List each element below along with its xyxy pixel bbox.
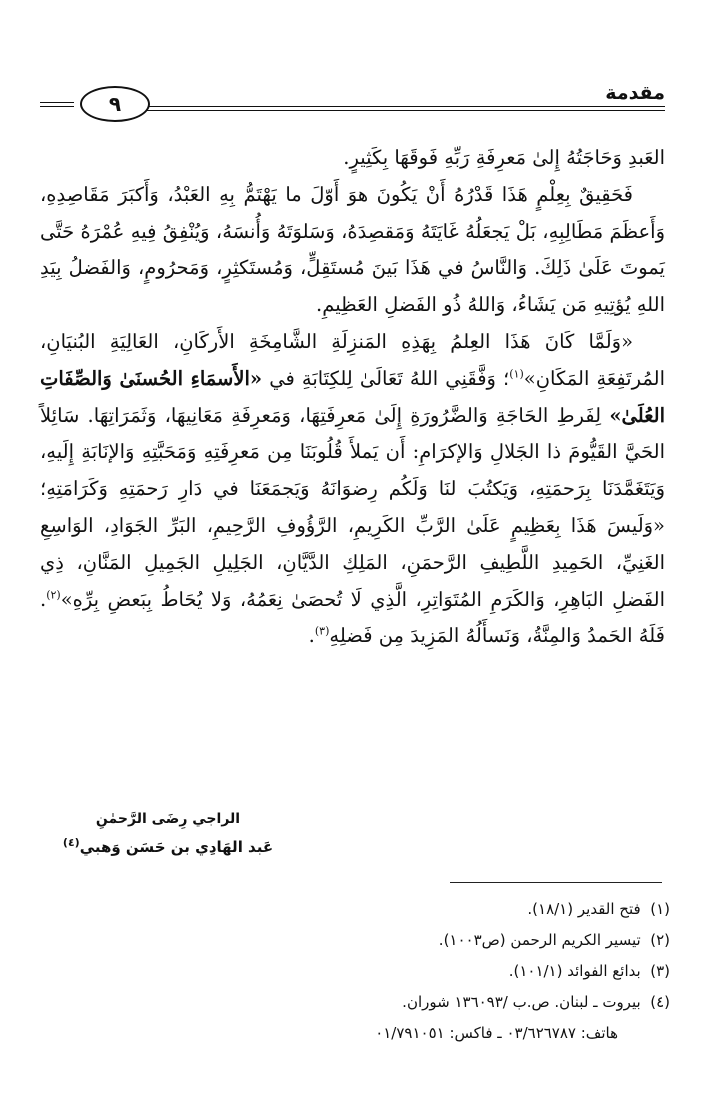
header-rule-left (40, 102, 74, 107)
book-title: «الأَسمَاءِ الحُسنَىٰ وَالصِّفَاتِ العُلَىٰ» (40, 366, 665, 427)
text-segment: . (308, 624, 315, 648)
signature-name-line (48, 832, 288, 862)
page-number-badge (80, 86, 150, 122)
paragraph-2: فَحَقِيقٌ بِعِلْمٍ هَذَا قَدْرُهُ أَنْ يَكُونَ هوَ أَوّلَ ما يَهْتَمُّ بِهِ العَبْدُ، وَأَكبَرَ مَقَاصِدِهِ، وَأَعظَمَ مَطَالِبِهِ، بَلْ يَجعَلُهُ غَايَتَهُ وَمَقصِدَهُ، وَسَلوَتَهُ وَأُنسَهُ، وَيُنْفِقُ فِيهِ عُمْرَهُ حَتَّى يَموتَ عَلَىٰ ذَلِكَ. وَالنَّاسُ في هَذَا بَينَ مُستَقِلٍّ، وَمُستَكثِرٍ، وَمَحرُومٍ، وَالفَضلُ بِيَدِ اللهِ يُؤتِيهِ مَن يَشَاءُ، وَاللهُ ذُو الفَضلِ العَظِيمِ. (40, 182, 665, 317)
footnote-text: فتح القدير (١٨/١). (527, 900, 641, 918)
footnote-text: بدائع الفوائد (١٠١/١). (508, 962, 641, 980)
footnote-text: بيروت ـ لبنان. ص.ب /١٣٦٠٩٣ شوران. (402, 993, 641, 1011)
page-number: ٩ (108, 92, 122, 116)
footnote-item (200, 925, 670, 956)
footnote-ref-2: (٢) (46, 588, 61, 602)
main-text (40, 140, 665, 655)
footnote-ref-4: (٤) (62, 836, 80, 849)
author-signature (48, 806, 288, 862)
header-rule (140, 106, 665, 111)
text-segment: . فَلَهُ الحَمدُ وَالمِنَّةُ، وَنَسأَلُهُ المَزِيدَ مِن فَضلِهِ (40, 587, 665, 648)
footnote-number: (١) (650, 900, 670, 918)
paragraph-1: العَبدِ وَحَاجَتُهُ إِلىٰ مَعرِفَةِ رَبِّهِ فَوقَهَا بِكَثِيرٍ. (343, 146, 665, 169)
footnote-separator (450, 882, 662, 883)
page-header (40, 80, 665, 120)
footnote-ref-3: (٣) (314, 624, 330, 638)
footnote-number: (٢) (650, 931, 670, 949)
footnote-number: (٤) (650, 993, 670, 1011)
footnote-text: تيسير الكريم الرحمن (ص١٠٠٣). (438, 931, 641, 949)
footnote-item (200, 987, 670, 1018)
footnote-ref-1: (١) (509, 367, 524, 381)
chapter-title: مقدمة (605, 82, 665, 104)
text-segment: لِفَرطِ الحَاجَةِ وَالضَّرُورَةِ إِلَىٰ مَعرِفَتِهَا، وَمَعرِفَةِ مَعَانِيهَا، وَثَمَرَاتِهَا. سَائِلاً الحَيَّ القَيُّومَ ذا الجَلالِ وَالإكرَامِ: أَن يَملأَ قُلُوبَنَا مِن مَعرِفَتِهِ وَمَحَبَّتِهِ وَالإنَابَةِ إِلَيهِ، وَيَتَغَمَّدَنَا بِرَحمَتِهِ، وَيَكتُبَ لنَا وَلَكُم رِضوَانَهُ وَيَجمَعَنَا في دَارِ رَحمَتِهِ وَكَرَامَتِهِ؛ «وَلَيسَ هَذَا بِعَظِيمٍ عَلَىٰ الرَّبِّ الكَرِيمِ، الرَّؤُوفِ الرَّحِيمِ، البَرِّ الجَوَادِ، الوَاسِعِ الغَنِيِّ، الحَمِيدِ اللَّطِيفِ الرَّحمَنِ، المَلِكِ الدَّيَّانِ، الجَلِيلِ الجَمِيلِ المَنَّانِ، ذِي الفَضلِ البَاهِرِ، وَالكَرَمِ المُتَوَاتِرِ، الَّذِي لَا تُحصَىٰ نِعَمُهُ، وَلا يُحَاطُ بِبَعضِ بِرِّهِ» (40, 403, 665, 611)
author-name: عَبد الهَادِي بن حَسَن وَهبي (79, 838, 274, 856)
quote-text: «وَلَمَّا كَانَ هَذَا العِلمُ بِهَذِهِ المَنزِلَةِ الشَّامِخَةِ الأَركَانِ، العَالِيَةِ البُنيَانِ، المُرتَفِعَةِ المَكَانِ» (40, 329, 665, 390)
footnote-number: (٣) (650, 962, 670, 980)
paragraph-3 (40, 324, 665, 655)
footnotes (200, 894, 670, 1049)
footnote-item (200, 894, 670, 925)
footnote-item (200, 956, 670, 987)
footnote-contact: هاتف: ٠٣/٦٢٦٧٨٧ ـ فاكس: ٠١/٧٩١٠٥١ (375, 1024, 618, 1042)
text-segment: ؛ وَفَّقَنِي اللهُ تَعَالَىٰ لِلكِتَابَةِ في (262, 366, 510, 390)
signature-epithet: الراجي رِضَى الرَّحمٰنِ (95, 811, 241, 827)
